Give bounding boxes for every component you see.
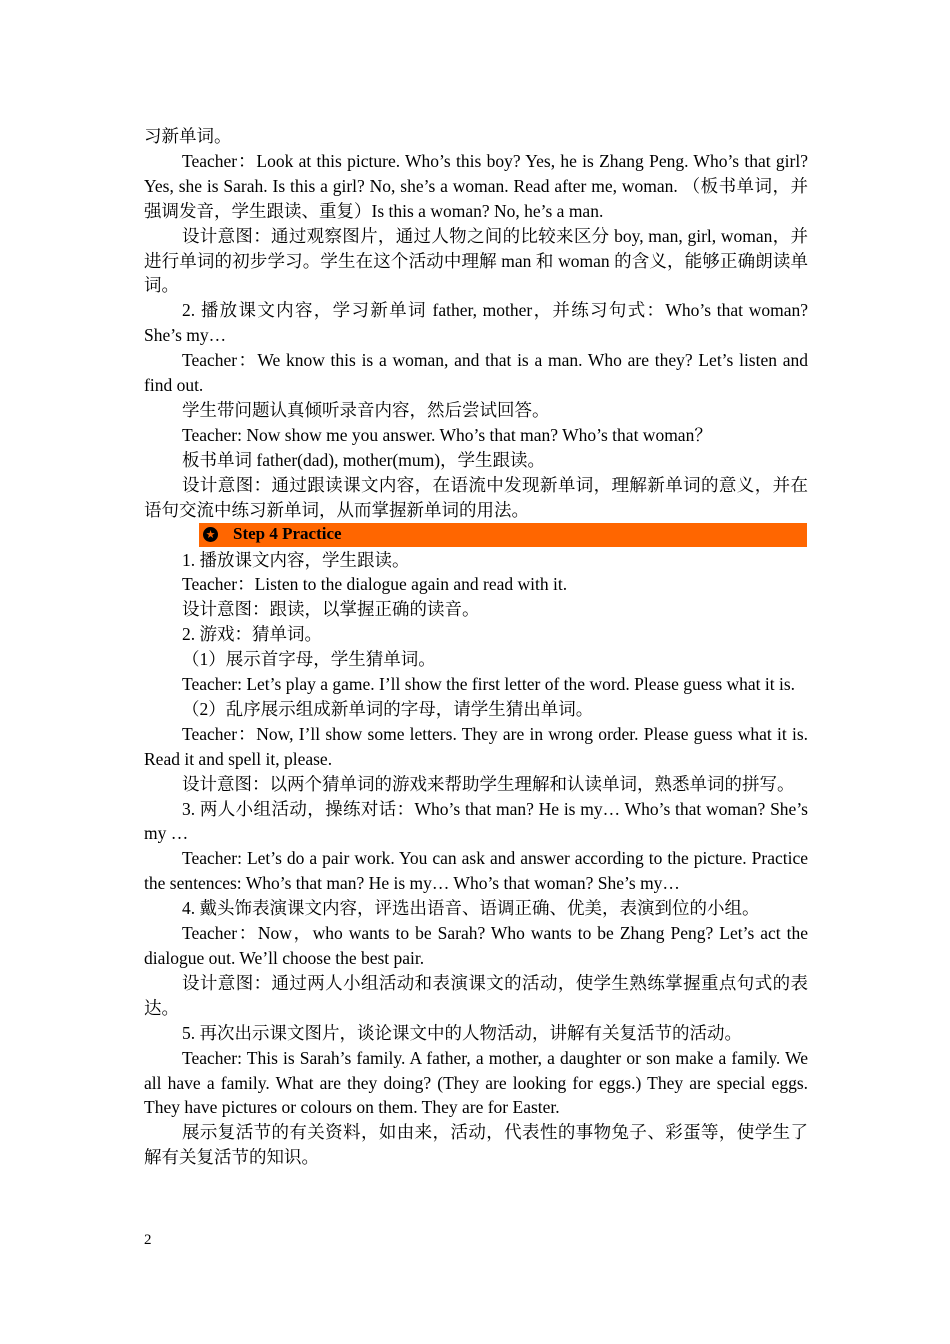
paragraph: 设计意图：跟读，以掌握正确的读音。 — [182, 599, 480, 620]
page-body — [144, 124, 808, 1170]
paragraph: 设计意图：通过观察图片，通过人物之间的比较来区分 boy, man, girl, woman，并进行单词的初步学习。学生在这个活动中理解 man 和 woman 的含义，能够正确朗读单词。 — [144, 225, 808, 296]
practice-section — [144, 548, 808, 1171]
paragraph: （2）乱序展示组成新单词的字母，请学生猜出单词。 — [182, 698, 594, 719]
paragraph: 4. 戴头饰表演课文内容，评选出语音、语调正确、优美，表演到位的小组。 — [182, 898, 760, 919]
paragraph: 设计意图：通过跟读课文内容，在语流中发现新单词，理解新单词的意义，并在语句交流中练习新单词，从而掌握新单词的用法。 — [144, 474, 808, 520]
paragraph: 板书单词 father(dad), mother(mum)，学生跟读。 — [182, 449, 546, 470]
lesson-steps-intro — [144, 124, 808, 523]
paragraph: Teacher: Let’s do a pair work. You can ask and answer according to the picture. Practice the sentences: Who’s that man? He is my… Who’s that woman? She’s my… — [144, 848, 808, 894]
paragraph: 展示复活节的有关资料，如由来，活动，代表性的事物兔子、彩蛋等，使学生了解有关复活节的知识。 — [144, 1122, 808, 1168]
paragraph: Teacher：Now，who wants to be Sarah? Who wants to be Zhang Peng? Let’s act the dialogue out. We’ll choose the best pair. — [144, 923, 808, 968]
paragraph: Teacher：Look at this picture. Who’s this boy? Yes, he is Zhang Peng. Who’s that girl? Yes, she is Sarah. Is this a girl? No, she’s a woman. Read after me, woman. （板书单词，并强调发音，学生跟读、重复）Is this a woman? No, he’s a man. — [144, 150, 808, 221]
paragraph: Teacher：Listen to the dialogue again and read with it. — [182, 574, 568, 595]
paragraph: Teacher: Now show me you answer. Who’s that man? Who’s that woman？ — [182, 424, 712, 445]
paragraph: 学生带问题认真倾听录音内容，然后尝试回答。 — [182, 399, 550, 420]
paragraph: （1）展示首字母，学生猜单词。 — [182, 649, 436, 670]
star-circle-icon: ★ — [203, 527, 218, 542]
paragraph: 设计意图：以两个猜单词的游戏来帮助学生理解和认读单词，熟悉单词的拼写。 — [182, 773, 795, 794]
step-heading-label: Step 4 Practice — [233, 524, 342, 544]
paragraph: Teacher：Now, I’ll show some letters. They are in wrong order. Please guess what it is. Read it and spell it, please. — [144, 723, 808, 769]
paragraph: Teacher：We know this is a woman, and that is a man. Who are they? Let’s listen and find out. — [144, 350, 808, 396]
paragraph: Teacher: Let’s play a game. I’ll show the first letter of the word. Please guess what it is. — [182, 674, 796, 695]
paragraph: 2. 游戏：猜单词。 — [182, 624, 322, 645]
page-number: 2 — [144, 1232, 152, 1248]
paragraph: 习新单词。 — [144, 126, 232, 146]
paragraph: 2. 播放课文内容，学习新单词 father, mother，并练习句式：Who’s that woman? She’s my… — [144, 300, 808, 346]
paragraph: 3. 两人小组活动，操练对话：Who’s that man? He is my… Who’s that woman? She’s my … — [144, 798, 808, 844]
paragraph: 1. 播放课文内容，学生跟读。 — [182, 549, 410, 570]
paragraph: 5. 再次出示课文图片，谈论课文中的人物活动，讲解有关复活节的活动。 — [182, 1022, 742, 1043]
paragraph: 设计意图：通过两人小组活动和表演课文的活动，使学生熟练掌握重点句式的表达。 — [144, 972, 808, 1018]
paragraph: Teacher: This is Sarah’s family. A father, a mother, a daughter or son make a family. We all have a family. What are they doing? (They are looking for eggs.) They are special eggs. They have pictures or colours on them. They are for Easter. — [144, 1047, 808, 1118]
step-heading — [199, 523, 807, 547]
